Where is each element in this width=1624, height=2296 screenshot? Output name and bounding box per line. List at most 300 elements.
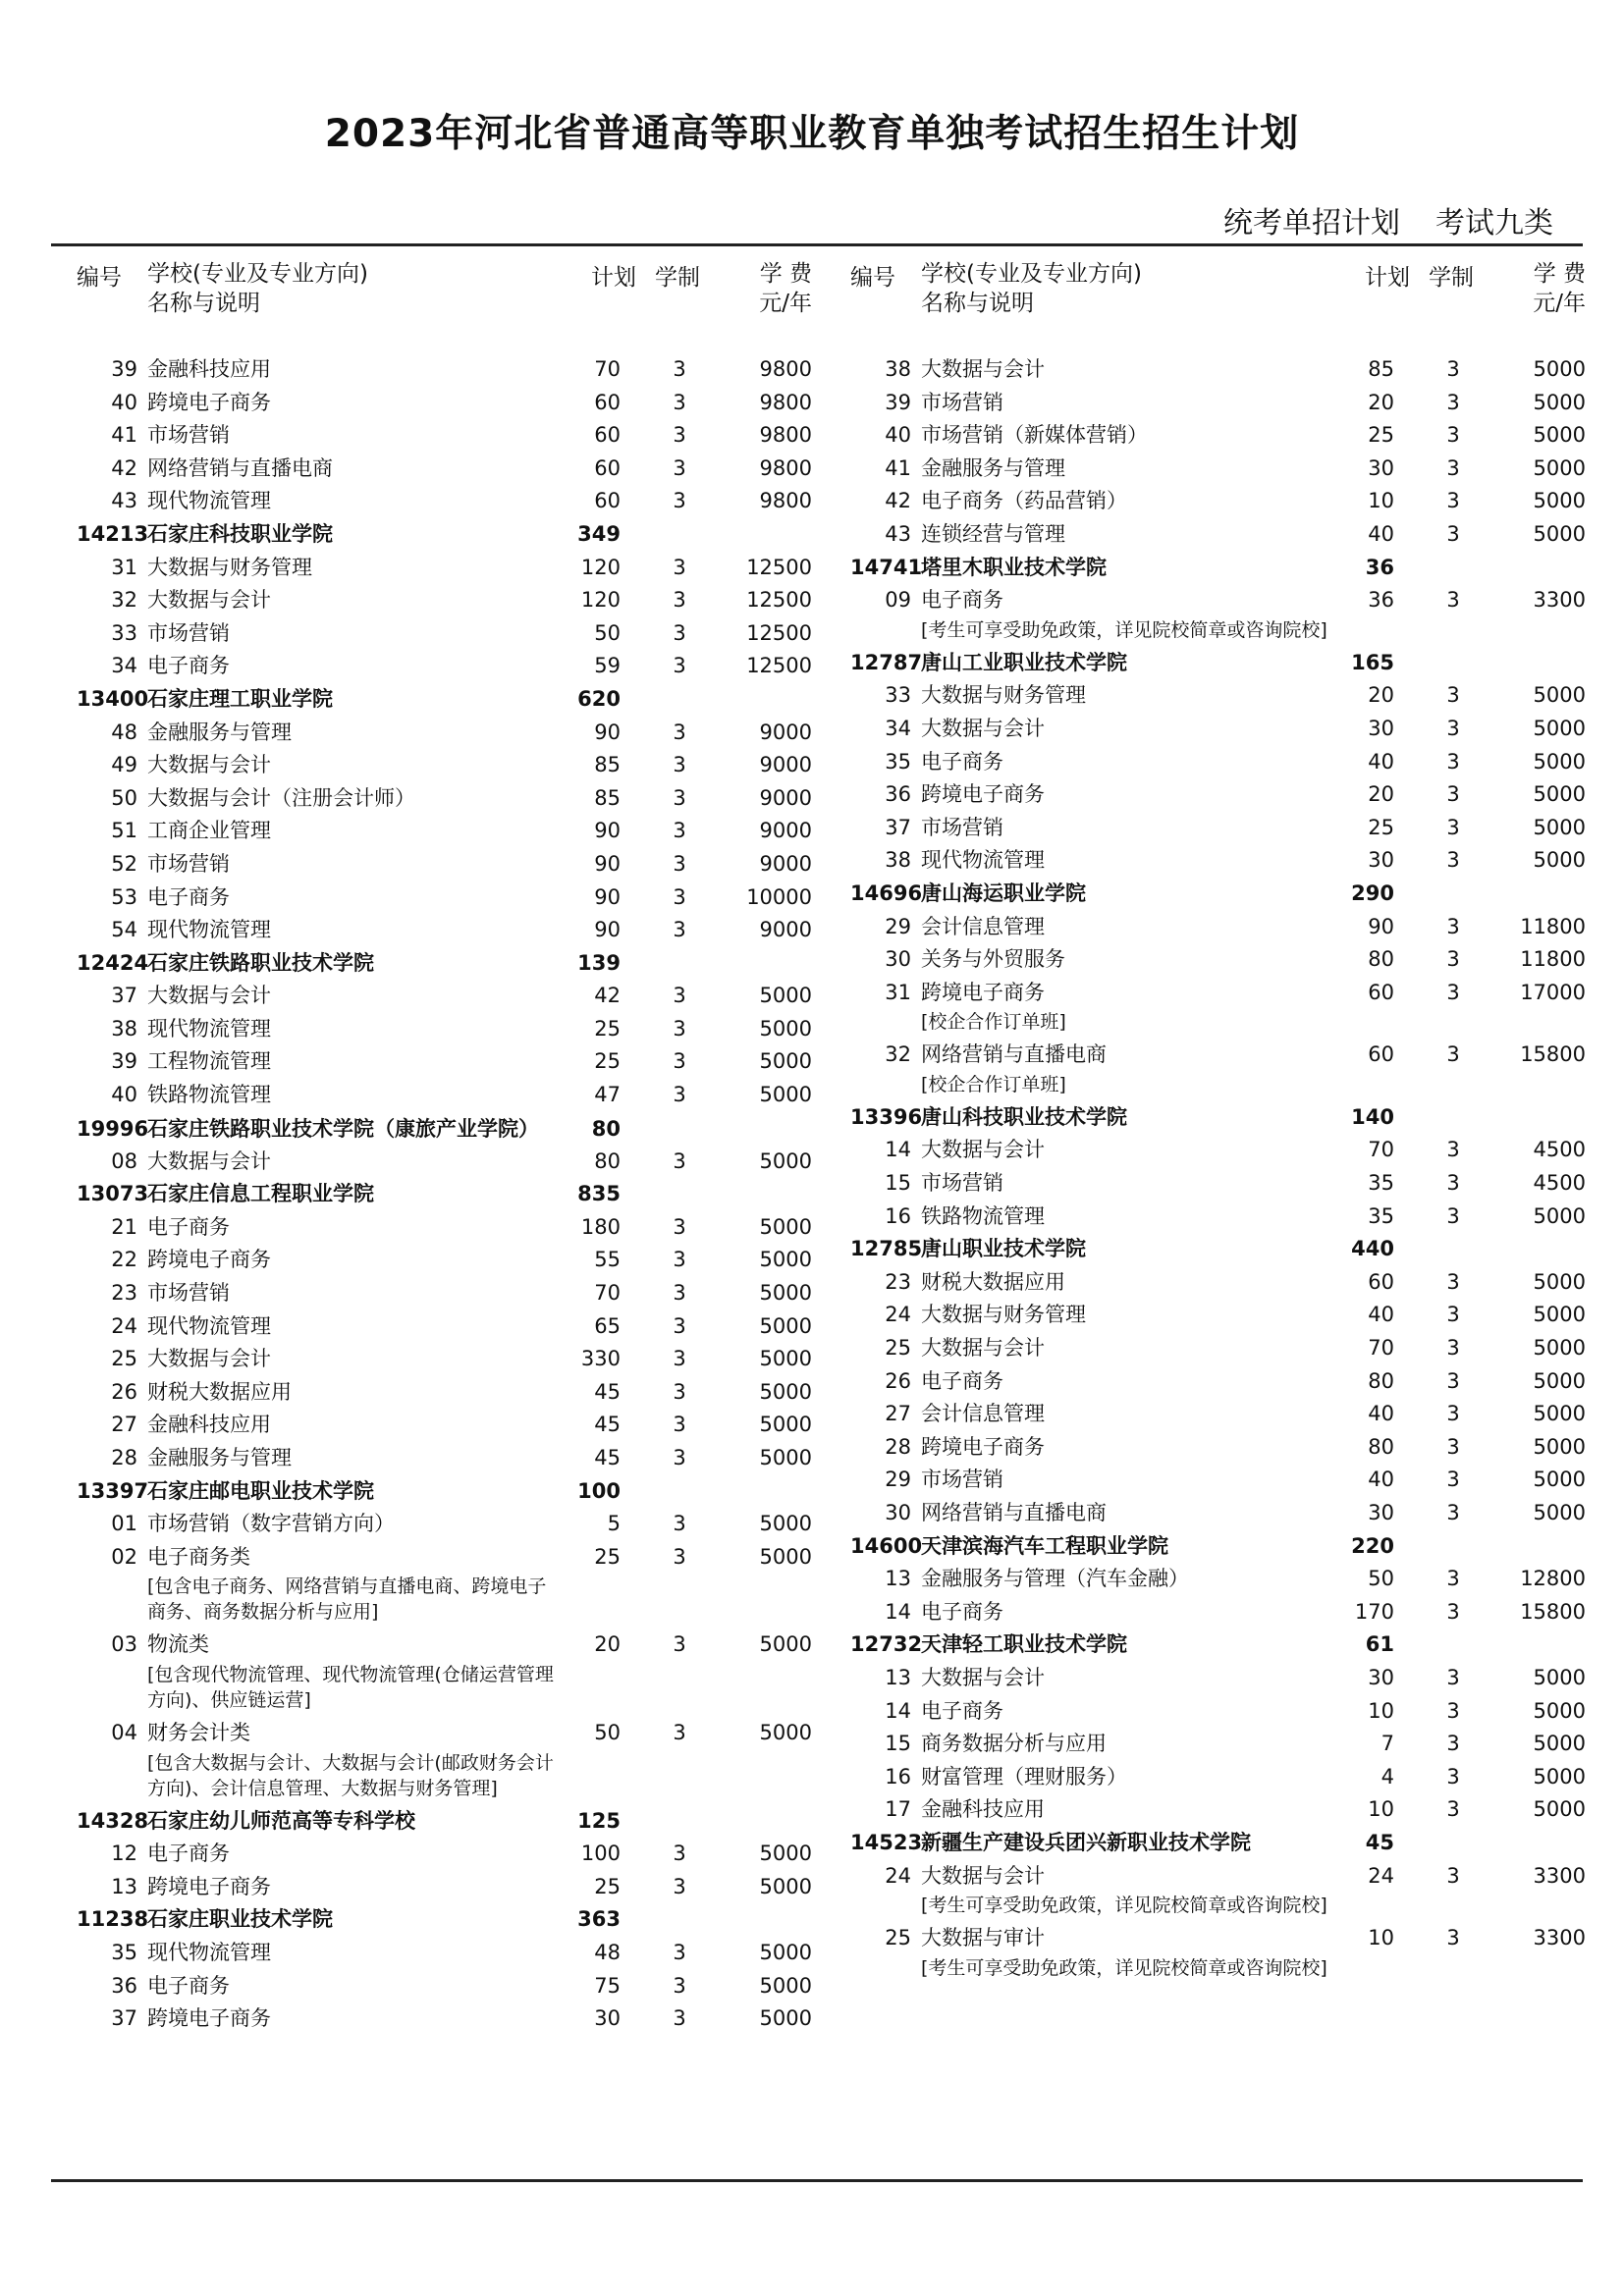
major-code: 15 <box>885 1171 911 1196</box>
major-plan: 30 <box>1368 455 1394 480</box>
major-fee: 3300 <box>1533 1926 1586 1950</box>
major-row <box>71 1079 817 1112</box>
major-plan: 90 <box>1368 914 1394 938</box>
major-fee: 9000 <box>759 753 812 777</box>
major-years: 3 <box>673 489 686 513</box>
major-years: 3 <box>673 1248 686 1272</box>
major-years: 3 <box>673 1413 686 1437</box>
major-fee: 3300 <box>1533 1863 1586 1888</box>
major-plan: 65 <box>594 1313 621 1338</box>
note-text: [校企合作订单班] <box>921 1073 1066 1095</box>
major-years: 3 <box>673 1379 686 1404</box>
school-code: 14523 <box>850 1830 923 1854</box>
major-years: 3 <box>673 918 686 942</box>
major-plan: 60 <box>594 390 621 414</box>
major-plan: 90 <box>594 819 621 843</box>
major-plan: 25 <box>594 1049 621 1074</box>
major-code: 16 <box>885 1203 911 1228</box>
major-years: 3 <box>1446 1138 1460 1162</box>
major-name: 大数据与财务管理 <box>921 683 1086 708</box>
major-plan: 70 <box>594 357 621 381</box>
major-plan: 30 <box>1368 848 1394 873</box>
major-plan: 20 <box>594 1632 621 1657</box>
major-plan: 60 <box>594 489 621 513</box>
major-row <box>71 617 817 651</box>
school-code: 14741 <box>850 555 923 579</box>
school-code: 14696 <box>850 881 923 905</box>
major-plan: 70 <box>594 1281 621 1306</box>
header-fee <box>1512 259 1586 318</box>
major-plan: 40 <box>1368 1402 1394 1426</box>
major-fee: 5000 <box>1533 390 1586 414</box>
major-row <box>71 1376 817 1410</box>
major-fee: 9000 <box>759 819 812 843</box>
major-name: 跨境电子商务 <box>921 782 1045 807</box>
major-row <box>71 1045 817 1079</box>
major-note <box>844 1072 1591 1101</box>
major-fee: 9800 <box>759 455 812 480</box>
school-row <box>844 878 1591 911</box>
major-fee: 5000 <box>1533 1402 1586 1426</box>
major-code: 43 <box>111 489 137 513</box>
major-row <box>844 1398 1591 1431</box>
major-name: 大数据与会计 <box>921 1138 1045 1162</box>
major-code: 37 <box>111 2006 137 2031</box>
major-years: 3 <box>1446 1599 1460 1624</box>
major-code: 52 <box>111 851 137 876</box>
major-years: 3 <box>673 1049 686 1074</box>
header-code: 编号 <box>850 265 895 291</box>
major-note <box>844 1893 1591 1922</box>
major-row <box>844 679 1591 713</box>
major-row <box>844 1464 1591 1497</box>
major-years: 3 <box>673 720 686 744</box>
major-row <box>844 1728 1591 1761</box>
major-years: 3 <box>1446 980 1460 1004</box>
major-code: 36 <box>885 782 911 807</box>
major-fee: 5000 <box>759 1842 812 1866</box>
major-fee: 5000 <box>759 1083 812 1107</box>
major-years: 3 <box>673 555 686 579</box>
major-years: 3 <box>673 1313 686 1338</box>
major-code: 15 <box>885 1732 911 1756</box>
major-plan: 90 <box>594 884 621 909</box>
school-name: 石家庄理工职业学院 <box>147 686 333 711</box>
major-code: 40 <box>111 390 137 414</box>
major-code: 27 <box>885 1402 911 1426</box>
major-code: 36 <box>111 1973 137 1998</box>
major-plan: 24 <box>1368 1863 1394 1888</box>
major-plan: 80 <box>1368 947 1394 972</box>
major-fee: 5000 <box>759 1281 812 1306</box>
major-name: 大数据与会计 <box>147 588 271 613</box>
major-plan: 85 <box>1368 357 1394 381</box>
major-name: 市场营销 <box>147 423 230 448</box>
major-plan: 10 <box>1368 489 1394 513</box>
major-plan: 85 <box>594 753 621 777</box>
school-name: 石家庄科技职业学院 <box>147 521 333 546</box>
major-plan: 120 <box>580 555 621 579</box>
major-plan: 55 <box>594 1248 621 1272</box>
major-row <box>71 387 817 420</box>
school-row <box>71 683 817 717</box>
subtitle-exam-category: 考试九类 <box>1435 206 1553 240</box>
major-code: 50 <box>111 785 137 810</box>
header-plan: 计划 <box>1365 265 1410 291</box>
major-plan: 90 <box>594 918 621 942</box>
major-code: 08 <box>111 1148 137 1173</box>
school-name: 唐山职业技术学院 <box>921 1237 1086 1261</box>
major-row <box>844 518 1591 552</box>
major-fee: 5000 <box>759 1379 812 1404</box>
school-name: 石家庄幼儿师范高等专科学校 <box>147 1808 415 1833</box>
major-name: 现代物流管理 <box>921 848 1045 873</box>
major-code: 38 <box>111 1016 137 1041</box>
major-name: 铁路物流管理 <box>147 1083 271 1107</box>
major-plan: 25 <box>594 1016 621 1041</box>
major-code: 14 <box>885 1138 911 1162</box>
major-code: 35 <box>111 1940 137 1964</box>
major-name: 铁路物流管理 <box>921 1203 1045 1228</box>
major-row <box>71 650 817 683</box>
school-plan: 290 <box>1351 881 1394 905</box>
major-code: 27 <box>111 1413 137 1437</box>
major-name: 跨境电子商务 <box>147 2006 271 2031</box>
major-name: 现代物流管理 <box>147 918 271 942</box>
major-fee: 9800 <box>759 357 812 381</box>
major-years: 3 <box>673 1083 686 1107</box>
major-name: 会计信息管理 <box>921 914 1045 938</box>
school-code: 14328 <box>77 1808 149 1833</box>
major-code: 24 <box>111 1313 137 1338</box>
major-row <box>71 782 817 816</box>
major-row <box>844 1332 1591 1365</box>
major-years: 3 <box>673 423 686 448</box>
major-years: 3 <box>1446 1764 1460 1789</box>
major-row <box>844 977 1591 1010</box>
major-years: 3 <box>1446 947 1460 972</box>
right-column <box>844 257 1591 1985</box>
major-fee: 9000 <box>759 720 812 744</box>
major-code: 54 <box>111 918 137 942</box>
major-row <box>71 1277 817 1310</box>
major-years: 3 <box>1446 848 1460 873</box>
major-code: 53 <box>111 884 137 909</box>
major-plan: 85 <box>594 785 621 810</box>
major-plan: 59 <box>594 654 621 678</box>
major-plan: 40 <box>1368 521 1394 546</box>
major-row <box>844 1596 1591 1629</box>
school-plan: 835 <box>577 1182 621 1206</box>
major-code: 25 <box>111 1347 137 1371</box>
major-years: 3 <box>1446 489 1460 513</box>
major-row <box>844 1761 1591 1794</box>
major-plan: 45 <box>594 1446 621 1469</box>
major-name: 市场营销 <box>921 815 1003 839</box>
major-plan: 25 <box>1368 423 1394 448</box>
major-note <box>71 1574 817 1629</box>
school-name: 石家庄邮电职业技术学院 <box>147 1478 374 1503</box>
major-years: 3 <box>673 654 686 678</box>
major-code: 22 <box>111 1248 137 1272</box>
major-fee: 5000 <box>1533 1732 1586 1756</box>
major-row <box>71 1629 817 1662</box>
major-name: 大数据与会计 <box>147 753 271 777</box>
major-code: 39 <box>111 1049 137 1074</box>
bottom-rule <box>51 2179 1583 2182</box>
major-name: 现代物流管理 <box>147 1940 271 1964</box>
header-fee-line2: 元/年 <box>1533 291 1586 316</box>
major-plan: 20 <box>1368 782 1394 807</box>
major-name: 网络营销与直播电商 <box>921 1042 1107 1067</box>
major-name: 现代物流管理 <box>147 1313 271 1338</box>
major-code: 35 <box>885 749 911 774</box>
school-code: 19996 <box>77 1116 149 1141</box>
major-plan: 30 <box>594 2006 621 2031</box>
major-years: 3 <box>1446 716 1460 740</box>
major-row <box>71 485 817 518</box>
major-fee: 5000 <box>1533 489 1586 513</box>
major-years: 3 <box>673 455 686 480</box>
major-code: 37 <box>885 815 911 839</box>
note-text: [考生可享受助免政策，详见院校简章或咨询院校] <box>921 1956 1327 1979</box>
subtitle-plan-type: 统考单招计划 <box>1223 206 1400 240</box>
major-years: 3 <box>673 1632 686 1657</box>
school-code: 11238 <box>77 1907 149 1932</box>
major-name: 大数据与会计 <box>921 1336 1045 1361</box>
school-row <box>71 1805 817 1839</box>
note-text: [校企合作订单班] <box>921 1011 1066 1034</box>
major-code: 16 <box>885 1764 911 1789</box>
major-fee: 5000 <box>759 1544 812 1569</box>
major-name: 电子商务 <box>921 749 1003 774</box>
major-code: 43 <box>885 521 911 546</box>
major-fee: 4500 <box>1533 1138 1586 1162</box>
school-name: 唐山科技职业技术学院 <box>921 1104 1127 1129</box>
major-code: 12 <box>111 1842 137 1866</box>
note-text: [包含电子商务、网络营销与直播电商、跨境电子商务、商务数据分析与应用] <box>147 1575 547 1624</box>
major-years: 3 <box>673 1512 686 1536</box>
major-plan: 70 <box>1368 1336 1394 1361</box>
major-code: 02 <box>111 1544 137 1569</box>
major-row <box>844 1201 1591 1234</box>
major-plan: 70 <box>1368 1138 1394 1162</box>
major-code: 03 <box>111 1632 137 1657</box>
major-years: 3 <box>673 1973 686 1998</box>
school-row <box>71 1903 817 1937</box>
major-plan: 180 <box>580 1214 621 1239</box>
major-row <box>71 1970 817 2003</box>
school-row <box>71 1112 817 1146</box>
major-name: 电子商务 <box>921 1599 1003 1624</box>
major-fee: 5000 <box>759 984 812 1008</box>
major-years: 3 <box>673 588 686 613</box>
major-code: 33 <box>111 620 137 645</box>
major-row <box>844 1266 1591 1300</box>
school-plan: 80 <box>591 1116 621 1141</box>
major-code: 01 <box>111 1512 137 1536</box>
major-fee: 5000 <box>759 1446 812 1469</box>
table-header <box>844 257 1591 334</box>
header-fee-line1: 学 费 <box>1533 261 1586 287</box>
major-plan: 330 <box>580 1347 621 1371</box>
major-years: 3 <box>1446 1303 1460 1327</box>
major-name: 大数据与会计 <box>147 1148 271 1173</box>
major-plan: 4 <box>1380 1764 1394 1789</box>
major-name: 财务会计类 <box>147 1720 250 1744</box>
major-name: 连锁经营与管理 <box>921 521 1065 546</box>
school-code: 13400 <box>77 686 149 711</box>
major-note <box>71 1662 817 1717</box>
major-plan: 100 <box>580 1842 621 1866</box>
major-code: 28 <box>885 1434 911 1459</box>
major-code: 26 <box>885 1368 911 1393</box>
major-fee: 5000 <box>1533 521 1586 546</box>
major-row <box>844 1793 1591 1827</box>
major-name: 现代物流管理 <box>147 1016 271 1041</box>
major-name: 电子商务 <box>921 1368 1003 1393</box>
school-code: 12424 <box>77 950 149 975</box>
major-plan: 50 <box>594 620 621 645</box>
major-plan: 80 <box>1368 1368 1394 1393</box>
major-name: 财税大数据应用 <box>147 1379 292 1404</box>
major-row <box>71 749 817 782</box>
school-name: 石家庄铁路职业技术学院（康旅产业学院） <box>147 1116 539 1141</box>
header-fee <box>738 259 812 318</box>
left-rows <box>71 353 817 2036</box>
major-years: 3 <box>1446 914 1460 938</box>
major-code: 13 <box>885 1567 911 1591</box>
major-years: 3 <box>1446 683 1460 708</box>
major-code: 26 <box>111 1379 137 1404</box>
major-name: 大数据与财务管理 <box>147 555 312 579</box>
major-name: 工商企业管理 <box>147 819 271 843</box>
major-fee: 5000 <box>759 1632 812 1657</box>
major-years: 3 <box>1446 782 1460 807</box>
major-name: 金融服务与管理 <box>147 720 292 744</box>
school-plan: 139 <box>577 950 621 975</box>
major-row <box>844 584 1591 617</box>
major-fee: 12500 <box>746 555 812 579</box>
school-row <box>844 1827 1591 1860</box>
major-row <box>844 812 1591 845</box>
major-years: 3 <box>673 1214 686 1239</box>
major-name: 跨境电子商务 <box>147 1248 271 1272</box>
major-name: 金融服务与管理 <box>921 455 1065 480</box>
major-name: 财税大数据应用 <box>921 1269 1065 1294</box>
major-code: 30 <box>885 947 911 972</box>
major-fee: 12500 <box>746 588 812 613</box>
header-years: 学制 <box>1429 265 1474 291</box>
major-fee: 10000 <box>746 884 812 909</box>
major-years: 3 <box>1446 1863 1460 1888</box>
major-name: 关务与外贸服务 <box>921 947 1065 972</box>
major-name: 商务数据分析与应用 <box>921 1732 1107 1756</box>
major-row <box>71 1717 817 1750</box>
major-fee: 5000 <box>1533 1336 1586 1361</box>
major-fee: 4500 <box>1533 1171 1586 1196</box>
major-code: 14 <box>885 1698 911 1723</box>
major-plan: 60 <box>594 455 621 480</box>
school-plan: 165 <box>1351 650 1394 674</box>
major-row <box>71 1343 817 1376</box>
major-row <box>71 1937 817 1970</box>
major-years: 3 <box>673 984 686 1008</box>
major-fee: 5000 <box>1533 716 1586 740</box>
major-years: 3 <box>673 1720 686 1744</box>
major-name: 电子商务类 <box>147 1544 250 1569</box>
major-code: 38 <box>885 848 911 873</box>
major-row <box>71 1541 817 1575</box>
header-school <box>147 259 368 318</box>
school-code: 12732 <box>850 1632 923 1657</box>
page-subtitle <box>1188 198 1553 241</box>
major-row <box>844 1497 1591 1530</box>
major-years: 3 <box>673 1544 686 1569</box>
school-row <box>844 1101 1591 1135</box>
major-fee: 9800 <box>759 390 812 414</box>
top-rule <box>51 243 1583 246</box>
major-row <box>844 1039 1591 1072</box>
major-plan: 60 <box>1368 1269 1394 1294</box>
major-row <box>71 1442 817 1475</box>
major-years: 3 <box>1446 1501 1460 1524</box>
note-text: [包含大数据与会计、大数据与会计(邮政财务会计方向)、会计信息管理、大数据与财务管理] <box>147 1751 554 1799</box>
major-row <box>71 1508 817 1541</box>
header-school-line1: 学校(专业及专业方向) <box>921 261 1142 287</box>
major-code: 13 <box>885 1665 911 1689</box>
major-note <box>844 1955 1591 1985</box>
major-row <box>844 353 1591 387</box>
header-school-line2: 名称与说明 <box>147 291 260 316</box>
school-plan: 140 <box>1351 1104 1394 1129</box>
major-fee: 5000 <box>759 1512 812 1536</box>
major-fee: 9800 <box>759 423 812 448</box>
major-plan: 90 <box>594 720 621 744</box>
major-years: 3 <box>1446 357 1460 381</box>
school-plan: 61 <box>1365 1632 1394 1657</box>
major-plan: 35 <box>1368 1171 1394 1196</box>
major-years: 3 <box>673 1842 686 1866</box>
major-name: 市场营销 <box>147 620 230 645</box>
major-plan: 35 <box>1368 1203 1394 1228</box>
school-name: 天津滨海汽车工程职业学院 <box>921 1533 1168 1558</box>
major-row <box>71 914 817 947</box>
major-row <box>71 1871 817 1904</box>
major-code: 31 <box>885 980 911 1004</box>
major-years: 3 <box>1446 1732 1460 1756</box>
school-row <box>844 1629 1591 1662</box>
major-plan: 10 <box>1368 1698 1394 1723</box>
major-row <box>71 419 817 453</box>
school-row <box>71 1178 817 1211</box>
major-row <box>844 943 1591 977</box>
school-row <box>844 1233 1591 1266</box>
major-code: 28 <box>111 1446 137 1469</box>
school-row <box>844 1530 1591 1564</box>
school-plan: 125 <box>577 1808 621 1833</box>
major-code: 25 <box>885 1926 911 1950</box>
major-fee: 5000 <box>759 1940 812 1964</box>
school-name: 石家庄职业技术学院 <box>147 1907 333 1932</box>
major-row <box>71 815 817 848</box>
major-row <box>71 1409 817 1442</box>
major-name: 网络营销与直播电商 <box>921 1501 1107 1524</box>
major-fee: 17000 <box>1520 980 1586 1004</box>
major-name: 电子商务 <box>921 1698 1003 1723</box>
major-name: 市场营销 <box>921 1468 1003 1492</box>
major-years: 3 <box>673 1281 686 1306</box>
